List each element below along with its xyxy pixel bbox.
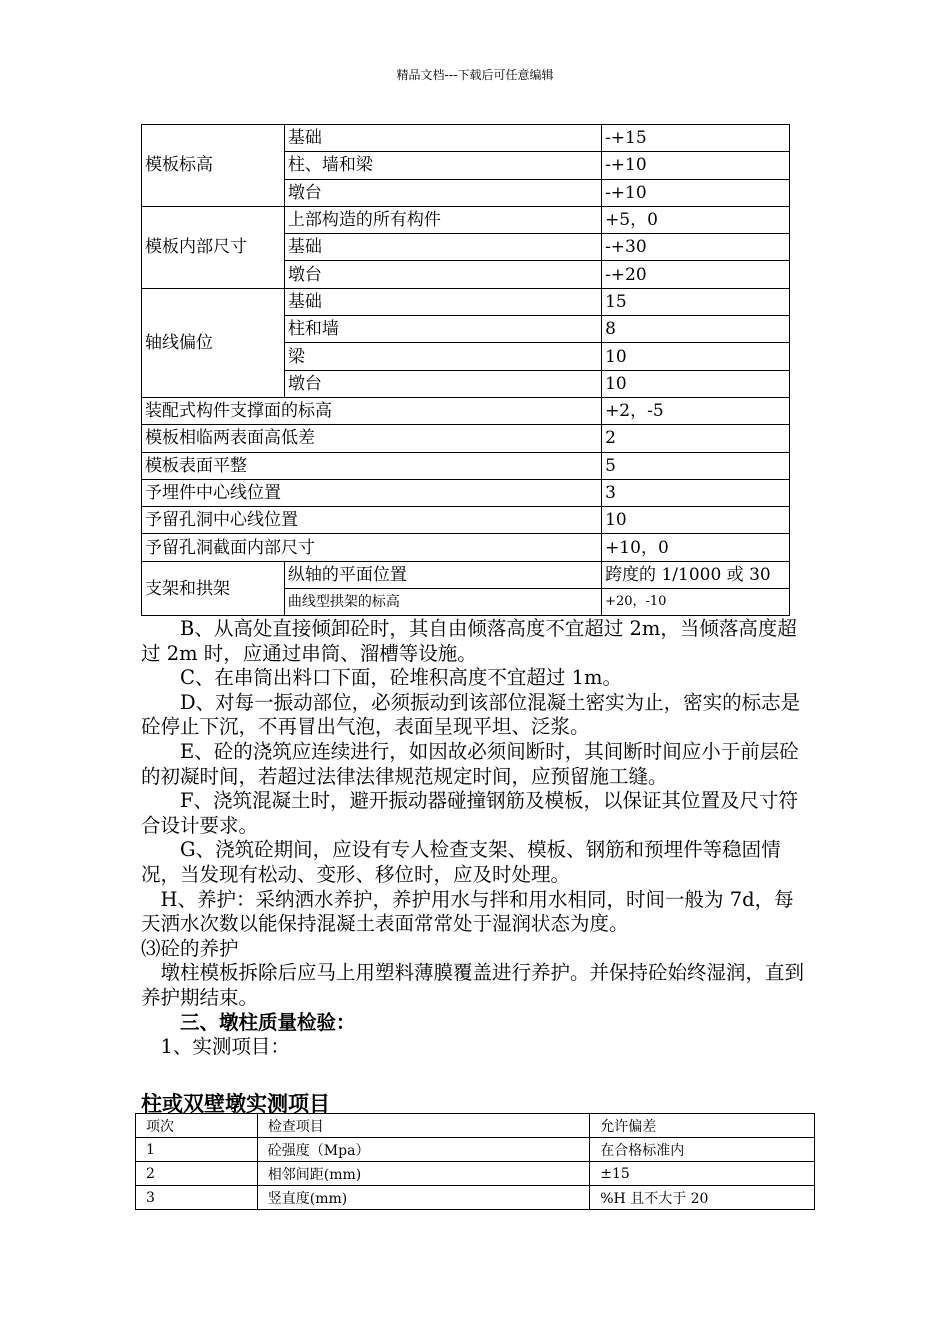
paragraph-h: H、养护：采纳洒水养护，养护用水与拌和用水相同，时间一般为 7d，每天洒水次数以能保持混凝土表面常常处于湿润状态为度。	[141, 887, 794, 936]
value-cell: -+20	[602, 261, 790, 288]
table-cell: 2	[136, 1162, 258, 1186]
curing-body: 墩柱模板拆除后应马上用塑料薄膜覆盖进行养护。并保持砼始终湿润，直到养护期结束。	[141, 961, 805, 1009]
value-cell: +10，0	[602, 534, 790, 561]
group-label: 模板标高	[142, 125, 285, 207]
value-cell: 15	[602, 288, 790, 315]
table-row	[142, 452, 790, 479]
measure-table	[135, 1113, 815, 1210]
table-header-row	[136, 1114, 815, 1138]
table-cell: 砼强度（Mpa）	[257, 1138, 589, 1162]
table-cell: 1	[136, 1138, 258, 1162]
table-cell: 3	[136, 1186, 258, 1210]
item-cell: 模板相临两表面高低差	[142, 425, 602, 452]
table-row	[142, 479, 790, 506]
header-cell: 检查项目	[257, 1114, 589, 1138]
item-cell: 梁	[284, 343, 601, 370]
paragraph-b: B、从高处直接倾卸砼时，其自由倾落高度不宜超过 2m，当倾落高度超过 2m 时，应通过串筒、溜槽等设施。	[141, 617, 797, 665]
table-cell: ±15	[590, 1162, 815, 1186]
item-cell: 墩台	[284, 261, 601, 288]
item-cell: 上部构造的所有构件	[284, 206, 601, 233]
section-heading: 三、墩柱质量检验：	[180, 1010, 356, 1034]
value-cell: 10	[602, 507, 790, 534]
paragraph-e: E、砼的浇筑应连续进行，如因故必须间断时，其间断时间应小于前层砼的初凝时间，若超过法律法律规范规定时间，应预留施工缝。	[141, 739, 799, 788]
value-cell: +20，-10	[602, 589, 790, 616]
table-row	[142, 206, 790, 233]
table-cell: 在合格标准内	[590, 1138, 815, 1162]
value-cell: -+15	[602, 125, 790, 152]
group-label: 支架和拱架	[142, 561, 285, 616]
table-row	[136, 1162, 815, 1186]
table-row	[142, 397, 790, 424]
curing-title: ⑶砼的养护	[141, 936, 239, 960]
item-cell: 基础	[284, 234, 601, 261]
body-text	[141, 617, 809, 1060]
value-cell: 3	[602, 479, 790, 506]
item-cell: 基础	[284, 125, 601, 152]
table-cell: 相邻间距(mm)	[257, 1162, 589, 1186]
value-cell: -+30	[602, 234, 790, 261]
item-cell: 予埋件中心线位置	[142, 479, 602, 506]
item-cell: 墩台	[284, 179, 601, 206]
measure-item-heading: 1、实测项目：	[160, 1035, 290, 1059]
item-cell: 墩台	[284, 370, 601, 397]
group-label: 模板内部尺寸	[142, 206, 285, 288]
value-cell: +5，0	[602, 206, 790, 233]
value-cell: 10	[602, 370, 790, 397]
item-cell: 予留孔洞中心线位置	[142, 507, 602, 534]
table-cell: %H 且不大于 20	[590, 1186, 815, 1210]
table-row	[142, 561, 790, 588]
formwork-tolerance-table	[141, 124, 790, 616]
header-cell: 允许偏差	[590, 1114, 815, 1138]
table-row	[142, 507, 790, 534]
paragraph-d: D、对每一振动部位，必须振动到该部位混凝土密实为止，密实的标志是砼停止下沉，不再冒出气泡，表面呈现平坦、泛浆。	[141, 690, 801, 739]
item-cell: 予留孔洞截面内部尺寸	[142, 534, 602, 561]
item-cell: 纵轴的平面位置	[284, 561, 601, 588]
header-cell: 项次	[136, 1114, 258, 1138]
item-cell: 模板表面平整	[142, 452, 602, 479]
paragraph-f: F、浇筑混凝土时，避开振动器碰撞钢筋及模板，以保证其位置及尺寸符合设计要求。	[141, 789, 799, 837]
table-row	[136, 1186, 815, 1210]
value-cell: -+10	[602, 179, 790, 206]
item-cell: 柱和墙	[284, 316, 601, 343]
value-cell: 8	[602, 316, 790, 343]
table-cell: 竖直度(mm)	[257, 1186, 589, 1210]
group-label: 轴线偏位	[142, 288, 285, 397]
paragraph-c: C、在串筒出料口下面，砼堆积高度不宜超过 1m。	[180, 666, 623, 690]
table-row	[142, 425, 790, 452]
item-cell: 基础	[284, 288, 601, 315]
table-row	[136, 1138, 815, 1162]
item-cell: 曲线型拱架的标高	[284, 589, 601, 616]
value-cell: +2，-5	[602, 397, 790, 424]
measure-table-title: 柱或双壁墩实测项目	[141, 1092, 330, 1116]
value-cell: -+10	[602, 152, 790, 179]
table-row	[142, 288, 790, 315]
value-cell: 跨度的 1/1000 或 30	[602, 561, 790, 588]
value-cell: 2	[602, 425, 790, 452]
value-cell: 10	[602, 343, 790, 370]
page-header: 精品文档---下载后可任意编辑	[396, 68, 554, 82]
table-row	[142, 125, 790, 152]
table-row	[142, 534, 790, 561]
item-cell: 装配式构件支撑面的标高	[142, 397, 602, 424]
value-cell: 5	[602, 452, 790, 479]
item-cell: 柱、墙和梁	[284, 152, 601, 179]
paragraph-g: G、浇筑砼期间，应设有专人检查支架、模板、钢筋和预埋件等稳固情况，当发现有松动、变形、移位时，应及时处理。	[141, 838, 781, 886]
